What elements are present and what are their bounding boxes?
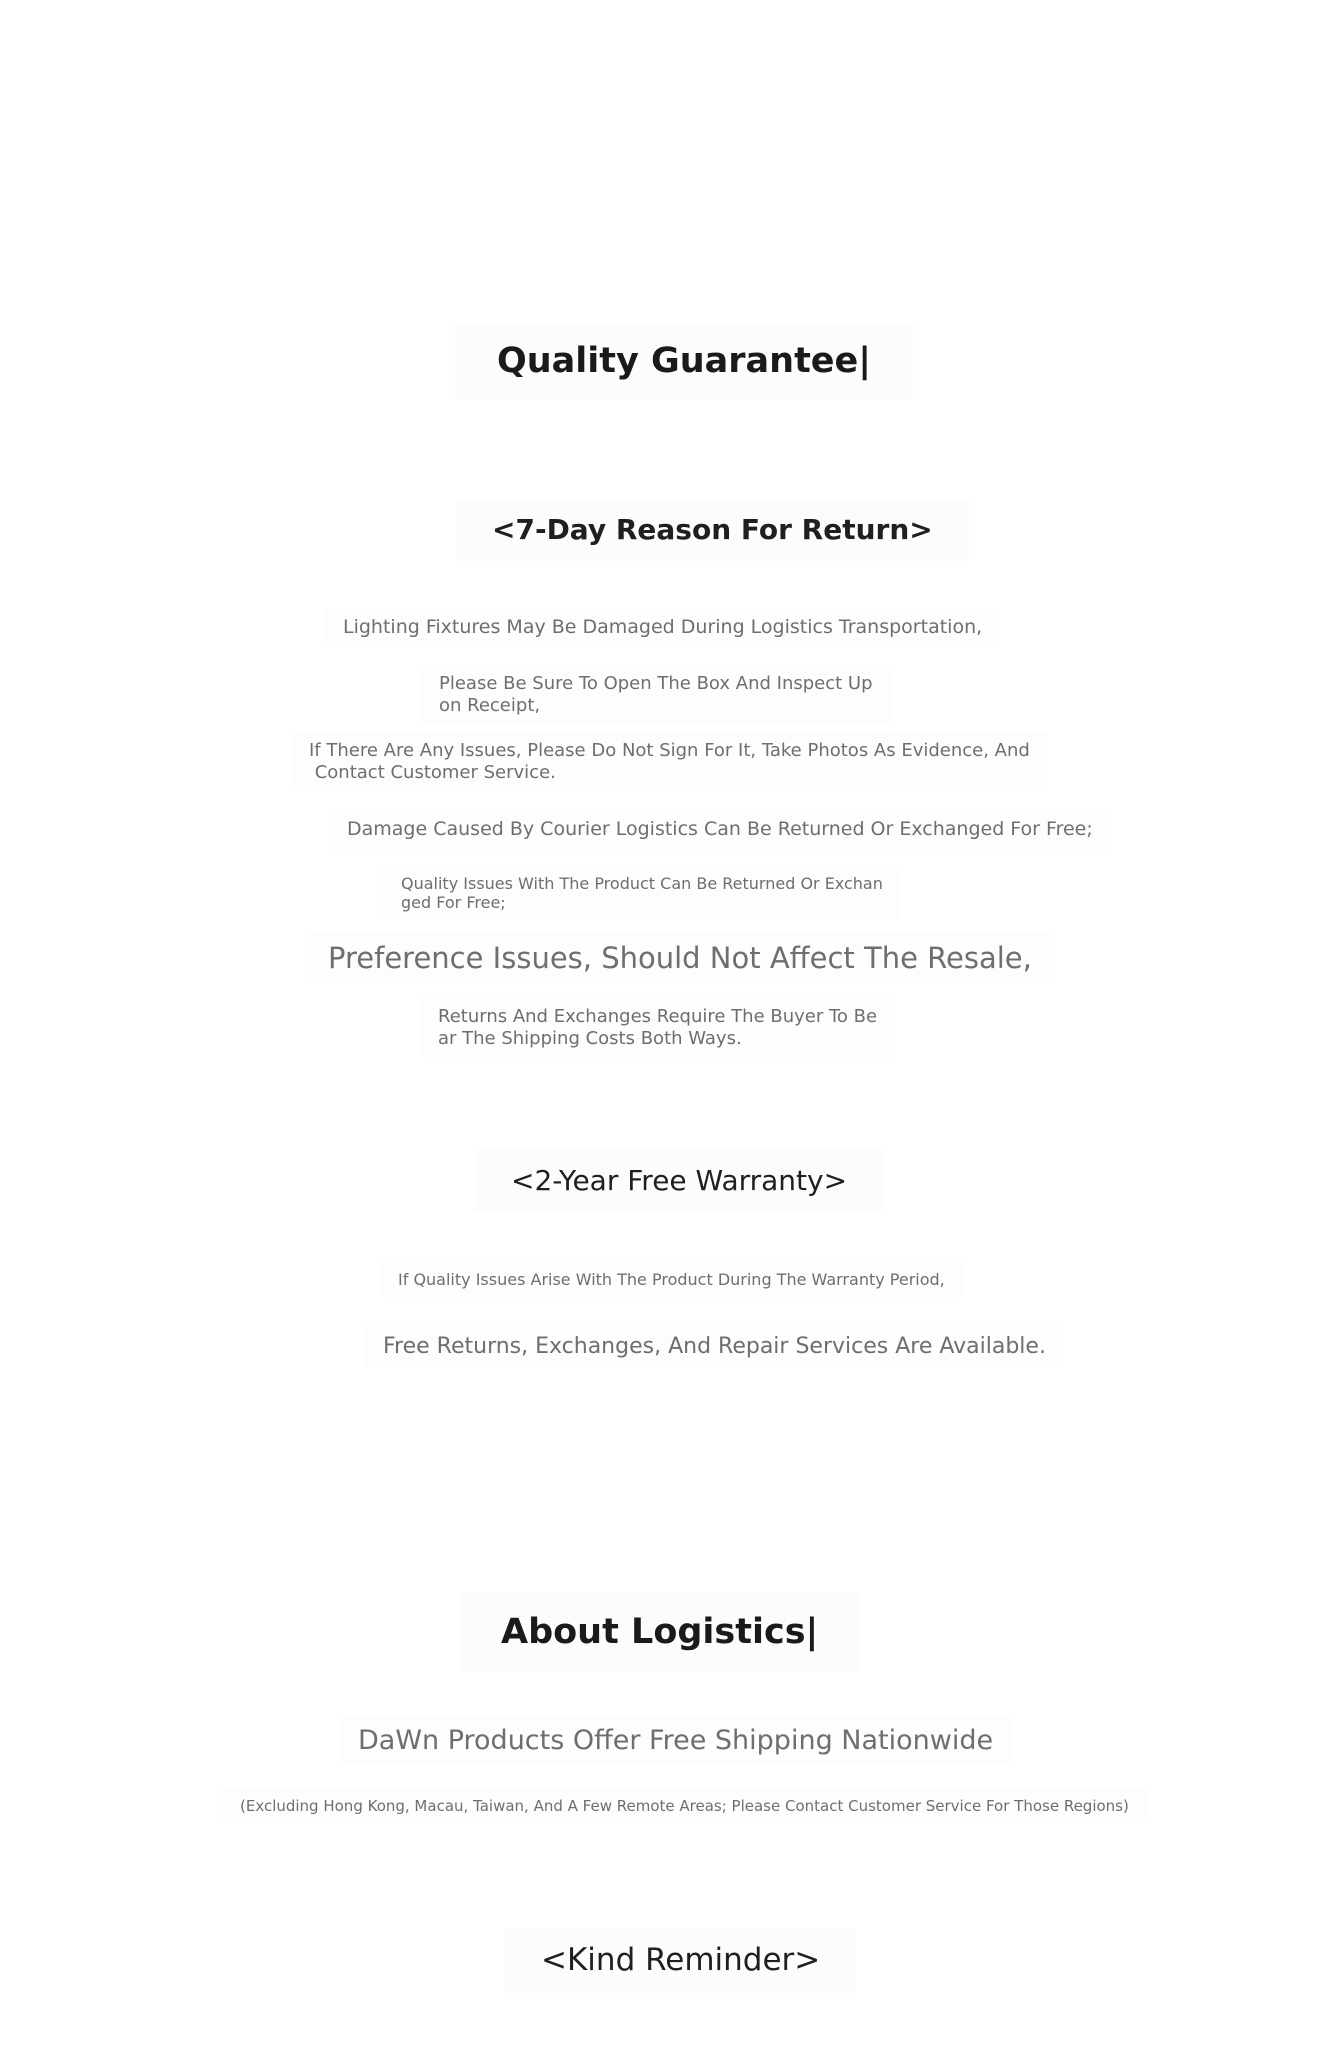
policy-line-do-not-sign-part2: Contact Customer Service. [309,761,556,783]
policy-line-transport-damage: Lighting Fixtures May Be Damaged During Logistics Transportation, [325,608,1000,647]
policy-line-do-not-sign [291,732,1048,791]
policy-line-quality-issues [383,866,901,920]
policy-line-shipping-costs-part1: Returns And Exchanges Require The Buyer To Be [438,1006,878,1027]
policy-line-inspect-box-part1: Please Be Sure To Open The Box And Inspect Up [439,673,873,694]
policy-line-quality-issues-part1: Quality Issues With The Product Can Be Returned Or Exchan [401,874,883,893]
policy-line-shipping-costs [420,998,895,1057]
policy-line-shipping-costs-part2: ar The Shipping Costs Both Ways. [438,1027,742,1049]
warranty-line-period: If Quality Issues Arise With The Product During The Warranty Period, [380,1262,963,1297]
quality-guarantee-title: Quality Guarantee| [455,322,913,400]
policy-line-inspect-box [421,665,891,724]
policy-line-preference-issues: Preference Issues, Should Not Affect The Resale, [310,933,1050,984]
return-policy-heading: <7-Day Reason For Return> [456,499,969,561]
policy-line-inspect-box-part2: on Receipt, [439,694,541,716]
warranty-heading: <2-Year Free Warranty> [475,1150,883,1212]
warranty-line-services: Free Returns, Exchanges, And Repair Services Are Available. [365,1326,1064,1368]
policy-line-do-not-sign-part1: If There Are Any Issues, Please Do Not Sign For It, Take Photos As Evidence, And [309,740,1030,761]
kind-reminder-heading: <Kind Reminder> [505,1928,856,1993]
logistics-free-shipping: DaWn Products Offer Free Shipping Nationwide [340,1717,1011,1765]
policy-line-quality-issues-part2: ged For Free; [401,893,506,913]
policy-line-courier-damage: Damage Caused By Courier Logistics Can Be Returned Or Exchanged For Free; [329,810,1111,849]
logistics-exclusion-note: (Excluding Hong Kong, Macau, Taiwan, And A Few Remote Areas; Please Contact Customer Service For Those Regions) [222,1789,1147,1823]
about-logistics-title: About Logistics| [459,1593,860,1671]
